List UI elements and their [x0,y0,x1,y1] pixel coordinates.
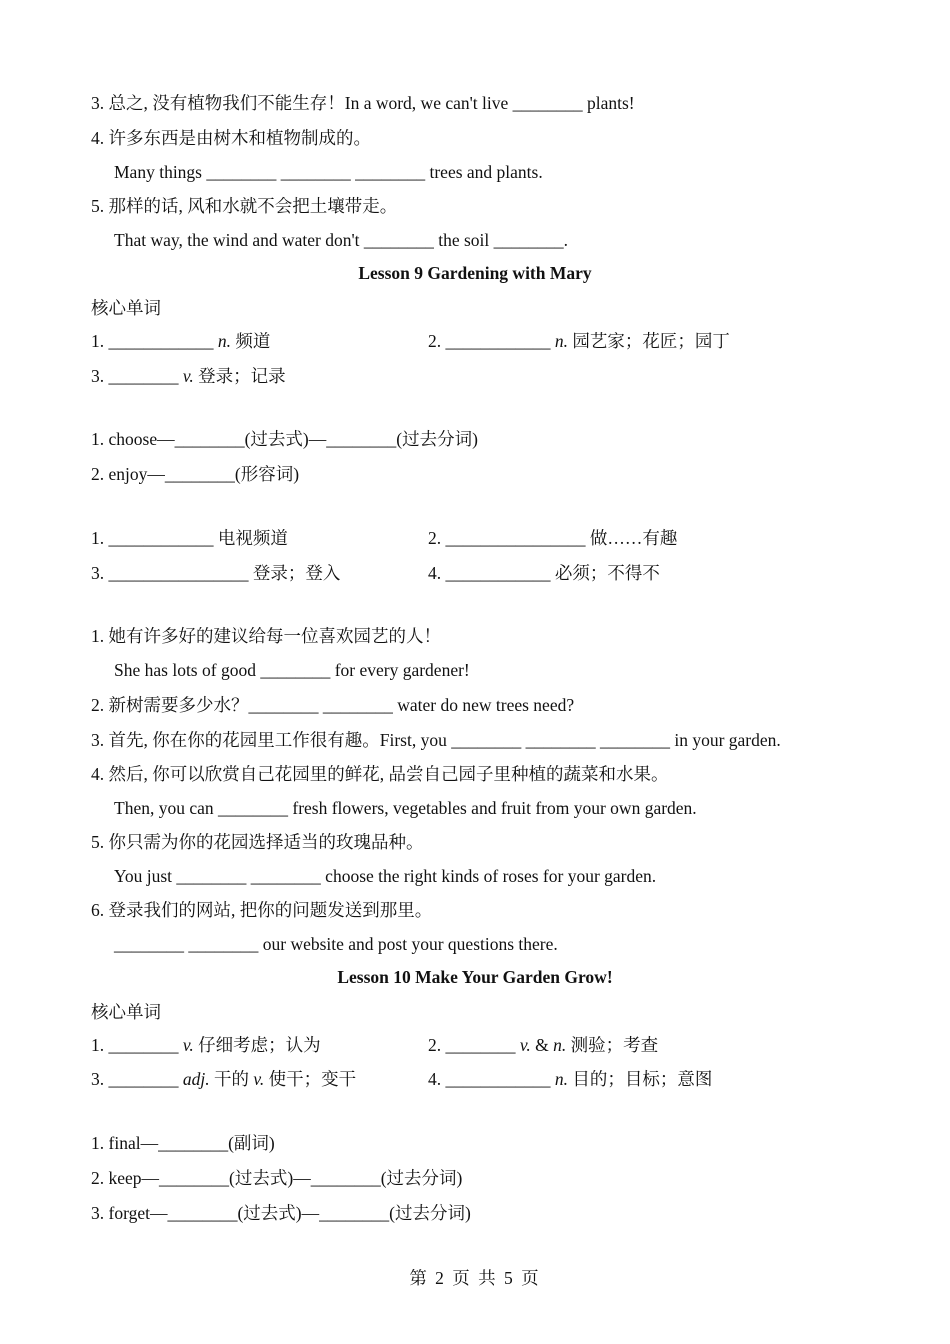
question-4-chinese: 4. 许多东西是由树木和植物制成的。 [91,128,371,148]
lesson9-phrase-4: 4. ____________ 必须；不得不 [428,563,660,583]
lesson9-vocab-1: 1. ____________ n. 频道 [91,331,271,351]
lesson10-vocab-4: 4. ____________ n. 目的；目标；意图 [428,1069,713,1089]
question-4-english: Many things ________ ________ ________ trees and plants. [114,162,543,182]
lesson9-sentence-5-chinese: 5. 你只需为你的花园选择适当的玫瑰品种。 [91,832,424,852]
lesson10-title: Lesson 10 Make Your Garden Grow! [337,967,613,987]
lesson10-vocab-2: 2. ________ v. & n. 测验；考查 [428,1035,659,1055]
lesson10-vocab-3: 3. ________ adj. 干的 v. 使干；变干 [91,1069,357,1089]
lesson9-vocab-3: 3. ________ v. 登录；记录 [91,366,286,386]
lesson9-title: Lesson 9 Gardening with Mary [358,263,592,283]
lesson9-sentence-4-english: Then, you can ________ fresh flowers, vegetables and fruit from your own garden. [114,798,697,818]
lesson10-form-3: 3. forget—________(过去式)—________(过去分词) [91,1203,471,1223]
question-5-chinese: 5. 那样的话, 风和水就不会把土壤带走。 [91,196,398,216]
question-3: 3. 总之, 没有植物我们不能生存！In a word, we can't live ________ plants! [91,93,635,113]
lesson9-sentence-6-english: ________ ________ our website and post your questions there. [114,934,558,954]
lesson9-sentence-1-chinese: 1. 她有许多好的建议给每一位喜欢园艺的人！ [91,626,441,646]
lesson9-form-2: 2. enjoy—________(形容词) [91,464,300,484]
lesson9-vocab-2: 2. ____________ n. 园艺家；花匠；园丁 [428,331,730,351]
lesson9-sentence-6-chinese: 6. 登录我们的网站, 把你的问题发送到那里。 [91,900,433,920]
lesson10-vocab-1: 1. ________ v. 仔细考虑；认为 [91,1035,321,1055]
lesson9-form-1: 1. choose—________(过去式)—________(过去分词) [91,429,478,449]
lesson10-form-1: 1. final—________(副词) [91,1133,275,1153]
lesson9-phrase-3: 3. ________________ 登录；登入 [91,563,341,583]
lesson9-sentence-2: 2. 新树需要多少水？________ ________ water do new trees need? [91,695,575,715]
lesson9-phrase-2: 2. ________________ 做……有趣 [428,528,678,548]
lesson9-sentence-4-chinese: 4. 然后, 你可以欣赏自己花园里的鲜花, 品尝自己园子里种植的蔬菜和水果。 [91,764,669,784]
lesson10-form-2: 2. keep—________(过去式)—________(过去分词) [91,1168,463,1188]
question-5-english: That way, the wind and water don't ________ the soil ________. [114,230,569,250]
lesson9-sentence-5-english: You just ________ ________ choose the right kinds of roses for your garden. [114,866,657,886]
lesson10-core-words-label: 核心单词 [91,1002,161,1022]
lesson9-sentence-1-english: She has lots of good ________ for every gardener! [114,660,470,680]
lesson9-sentence-3: 3. 首先, 你在你的花园里工作很有趣。First, you ________ ________ ________ in your garden. [91,730,781,750]
lesson9-core-words-label: 核心单词 [91,298,161,318]
lesson9-phrase-1: 1. ____________ 电视频道 [91,528,288,548]
page-number: 第 2 页 共 5 页 [409,1268,541,1288]
